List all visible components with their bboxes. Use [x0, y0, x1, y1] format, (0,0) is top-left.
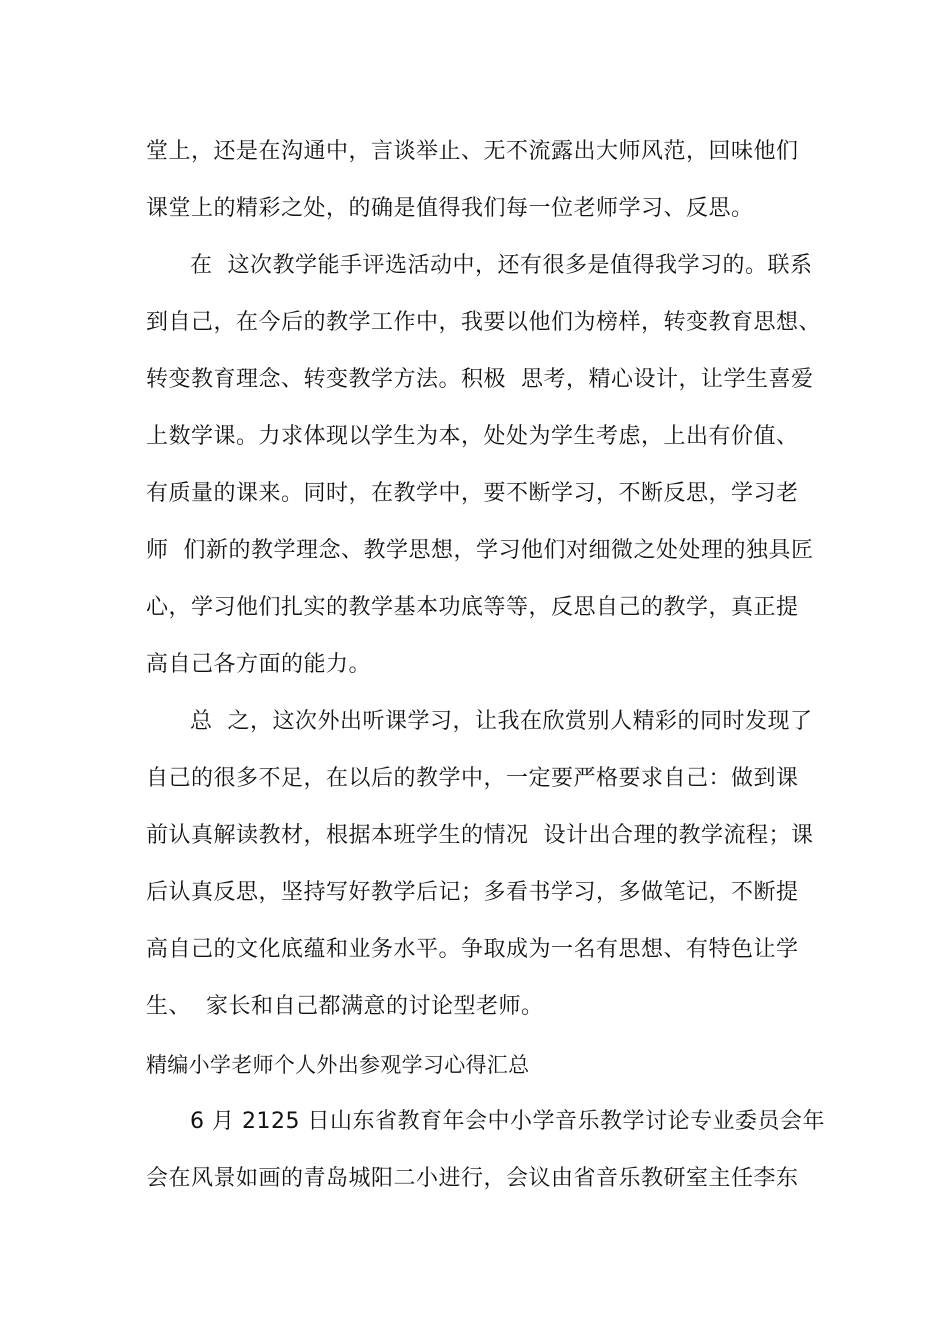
body-line: 堂上，还是在沟通中，言谈举止、无不流露出大师风范，回味他们: [146, 139, 799, 164]
body-line: 前认真解读教材，根据本班学生的情况 设计出合理的教学流程；课: [146, 823, 814, 848]
section-heading: 精编小学老师个人外出参观学习心得汇总: [146, 1053, 530, 1077]
paragraph-start-line: 总 之，这次外出听课学习，让我在欣赏别人精彩的同时发现了: [190, 709, 813, 734]
body-line: 自己的很多不足，在以后的教学中，一定要严格要求自己：做到课: [146, 766, 799, 791]
body-line: 后认真反思，坚持写好教学后记；多看书学习，多做笔记，不断提: [146, 880, 799, 905]
paragraph-start-line: 6 月 2125 日山东省教育年会中小学音乐教学讨论专业委员会年: [190, 1109, 825, 1134]
body-line: 有质量的课来。同时，在教学中，要不断学习，不断反思，学习老: [146, 481, 799, 506]
body-line: 心，学习他们扎实的教学基本功底等等，反思自己的教学，真正提: [146, 595, 799, 620]
paragraph-start-line: 在 这次教学能手评选活动中，还有很多是值得我学习的。联系: [190, 253, 813, 278]
body-line: 高自己各方面的能力。: [146, 652, 372, 677]
body-line: 高自己的文化底蕴和业务水平。争取成为一名有思想、有特色让学: [146, 937, 799, 962]
body-line: 到自己，在今后的教学工作中，我要以他们为榜样，转变教育思想、: [146, 310, 822, 335]
body-line: 师 们新的教学理念、教学思想，学习他们对细微之处处理的独具匠: [146, 538, 814, 563]
body-line: 转变教育理念、转变教学方法。积极 思考，精心设计，让学生喜爱: [146, 367, 814, 392]
body-line: 上数学课。力求体现以学生为本，处处为学生考虑，上出有价值、: [146, 424, 799, 449]
body-line: 生、 家长和自己都满意的讨论型老师。: [146, 994, 544, 1019]
body-line: 会在风景如画的青岛城阳二小进行，会议由省音乐教研室主任李东: [146, 1166, 799, 1191]
body-line: 课堂上的精彩之处，的确是值得我们每一位老师学习、反思。: [146, 196, 754, 221]
